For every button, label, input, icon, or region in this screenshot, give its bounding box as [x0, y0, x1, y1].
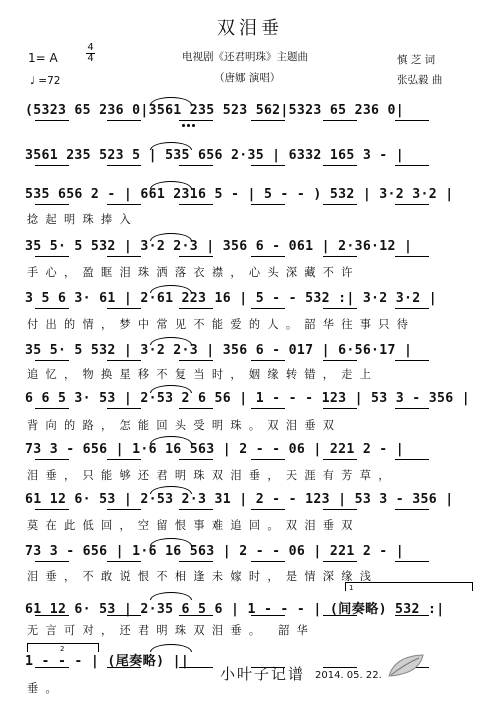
- time-signature: 4 4: [87, 42, 94, 64]
- lyric-line: 捻起明珠捧入: [27, 213, 138, 226]
- note-beam: [323, 459, 357, 460]
- note-beam: [251, 360, 285, 361]
- slur-mark: [150, 233, 192, 241]
- note-beam: [107, 459, 141, 460]
- note-beam: [35, 615, 69, 616]
- note-beam: [395, 204, 429, 205]
- note-beam: [323, 408, 357, 409]
- note-beam: [35, 204, 69, 205]
- notation-row: [25, 492, 475, 514]
- note-beam: [35, 561, 69, 562]
- note-beam: [179, 459, 213, 460]
- leaf-icon: [385, 652, 430, 680]
- note-beam: [251, 165, 285, 166]
- notation-text: 535 656 2 - | 661 2316 5 - | 5 - - ) 532 | 3·2 3·2 |: [25, 187, 454, 202]
- song-title: 双泪垂: [217, 18, 283, 39]
- note-beam: [35, 165, 69, 166]
- note-beam: [107, 561, 141, 562]
- slur-mark: [150, 486, 192, 494]
- note-beam: [323, 667, 357, 668]
- octave-dot: [192, 124, 195, 127]
- note-beam: [251, 561, 285, 562]
- slur-mark: [150, 97, 192, 105]
- quarter-note-icon: ♩: [30, 75, 35, 87]
- note-beam: [179, 509, 213, 510]
- notation-text: 35 5· 5 532 | 3·2 2·3 | 356 6 - 017 | 6·56·17 |: [25, 343, 413, 358]
- lyric-line: 垂。: [27, 682, 64, 695]
- note-beam: [251, 204, 285, 205]
- note-beam: [35, 308, 69, 309]
- slur-mark: [150, 285, 192, 293]
- note-beam: [395, 561, 429, 562]
- lyric-line: 无言可对，还君明珠双泪垂。 韶华: [27, 624, 316, 637]
- note-beam: [395, 308, 429, 309]
- note-beam: [323, 256, 357, 257]
- singer: （唐娜 演唱）: [214, 72, 281, 84]
- note-beam: [395, 509, 429, 510]
- octave-dot: [187, 124, 190, 127]
- note-beam: [323, 615, 357, 616]
- lyric-line: 付出的情，梦中常见不能爱的人。韶华往事只待: [27, 318, 416, 331]
- lyric-line: 手心，盈眶泪珠洒落衣襟，心头深藏不许: [27, 266, 360, 279]
- lyric-line: 追忆，物换星移不复当时，姻缘转错，走上: [27, 368, 379, 381]
- slur-mark: [150, 181, 192, 189]
- tempo: ♩ =72: [30, 75, 61, 87]
- lyric-line: 泪垂，只能够还君明珠双泪垂，天涯有芳草，: [27, 469, 397, 482]
- slur-mark: [150, 644, 192, 652]
- note-beam: [395, 165, 429, 166]
- notation-row: [25, 442, 475, 464]
- note-beam: [107, 120, 141, 121]
- transcriber-signature: 小叶子记谱: [220, 665, 306, 683]
- notation-text: 3 5 6 3· 61 | 2·61 223 16 | 5 - - 532 :| 3·2 3·2 |: [25, 291, 437, 306]
- note-beam: [323, 360, 357, 361]
- note-beam: [35, 459, 69, 460]
- note-beam: [395, 360, 429, 361]
- note-beam: [323, 308, 357, 309]
- note-beam: [323, 204, 357, 205]
- notation-row: [25, 343, 475, 365]
- notation-text: 35 5· 5 532 | 3·2 2·3 | 356 6 - 061 | 2·36·12 |: [25, 239, 413, 254]
- slur-mark: [150, 436, 192, 444]
- notation-row: [25, 598, 475, 620]
- composer: 张弘毅 曲: [397, 74, 443, 86]
- note-beam: [323, 165, 357, 166]
- volta-number: 1: [349, 584, 354, 592]
- note-beam: [179, 360, 213, 361]
- notation-text: 73 3 - 656 | 1·6 16 563 | 2 - - 06 | 221 2 - |: [25, 442, 405, 457]
- note-beam: [395, 459, 429, 460]
- note-beam: [107, 204, 141, 205]
- notation-row: [25, 391, 475, 413]
- note-beam: [179, 256, 213, 257]
- note-beam: [323, 561, 357, 562]
- slur-mark: [150, 142, 192, 150]
- slur-mark: [150, 538, 192, 546]
- note-beam: [251, 256, 285, 257]
- key-signature: 1= A: [28, 51, 58, 65]
- notation-row: [25, 187, 475, 209]
- note-beam: [107, 256, 141, 257]
- note-beam: [395, 615, 429, 616]
- note-beam: [107, 667, 141, 668]
- notation-row: [25, 148, 475, 170]
- note-beam: [179, 204, 213, 205]
- note-beam: [323, 509, 357, 510]
- subtitle: 电视剧《还君明珠》主题曲: [182, 51, 308, 63]
- note-beam: [35, 509, 69, 510]
- note-beam: [179, 120, 213, 121]
- note-beam: [35, 667, 69, 668]
- note-beam: [251, 308, 285, 309]
- lyric-line: 莫在此低回，空留恨事难追回。双泪垂双: [27, 519, 360, 532]
- transcribe-date: 2014. 05. 22.: [315, 670, 382, 681]
- note-beam: [395, 408, 429, 409]
- lyricist: 慎 芝 词: [397, 54, 436, 66]
- notation-row: [25, 103, 475, 125]
- note-beam: [251, 408, 285, 409]
- note-beam: [107, 308, 141, 309]
- note-beam: [107, 360, 141, 361]
- note-beam: [107, 509, 141, 510]
- notation-text: (5323 65 236 0|3561 235 523 562|5323 65 236 0|: [25, 103, 405, 118]
- lyric-line: 背向的路，怎能回头受明珠。双泪垂双: [27, 419, 342, 432]
- note-beam: [35, 120, 69, 121]
- note-beam: [251, 509, 285, 510]
- note-beam: [251, 120, 285, 121]
- octave-dot: [182, 124, 185, 127]
- note-beam: [179, 408, 213, 409]
- note-beam: [251, 459, 285, 460]
- notation-row: [25, 239, 475, 261]
- volta-bracket: [345, 582, 473, 591]
- notation-row: [25, 544, 475, 566]
- note-beam: [35, 256, 69, 257]
- note-beam: [107, 615, 141, 616]
- note-beam: [107, 408, 141, 409]
- note-beam: [35, 408, 69, 409]
- note-beam: [323, 120, 357, 121]
- notation-text: 6 6 5 3· 53 | 2·53 2 6 56 | 1 - - - 123 | 53 3 - 356 |: [25, 391, 470, 406]
- note-beam: [107, 165, 141, 166]
- notation-row: [25, 291, 475, 313]
- slur-mark: [150, 385, 192, 393]
- note-beam: [179, 561, 213, 562]
- notation-text: 1 - - - | (尾奏略) ||: [25, 654, 190, 669]
- volta-number-2: 2: [60, 645, 65, 653]
- note-beam: [395, 256, 429, 257]
- note-beam: [179, 308, 213, 309]
- note-beam: [251, 615, 285, 616]
- notation-text: 61 12 6· 53 | 2·35 6 5 6 | 1 - - - | (间奏略) 532 :|: [25, 602, 445, 617]
- slur-mark: [150, 337, 192, 345]
- note-beam: [179, 615, 213, 616]
- note-beam: [179, 667, 213, 668]
- notation-text: 3561 235 523 5 | 535 656 2·35 | 6332 165 3 - |: [25, 148, 405, 163]
- notation-text: 61 12 6· 53 | 2·53 2·3 31 | 2 - - 123 | 53 3 - 356 |: [25, 492, 454, 507]
- notation-text: 73 3 - 656 | 1·6 16 563 | 2 - - 06 | 221 2 - |: [25, 544, 405, 559]
- note-beam: [395, 120, 429, 121]
- note-beam: [179, 165, 213, 166]
- note-beam: [35, 360, 69, 361]
- lyric-line: 泪垂，不敢说恨不相逢未嫁时，是情深缘浅: [27, 570, 379, 583]
- slur-mark: [150, 592, 192, 600]
